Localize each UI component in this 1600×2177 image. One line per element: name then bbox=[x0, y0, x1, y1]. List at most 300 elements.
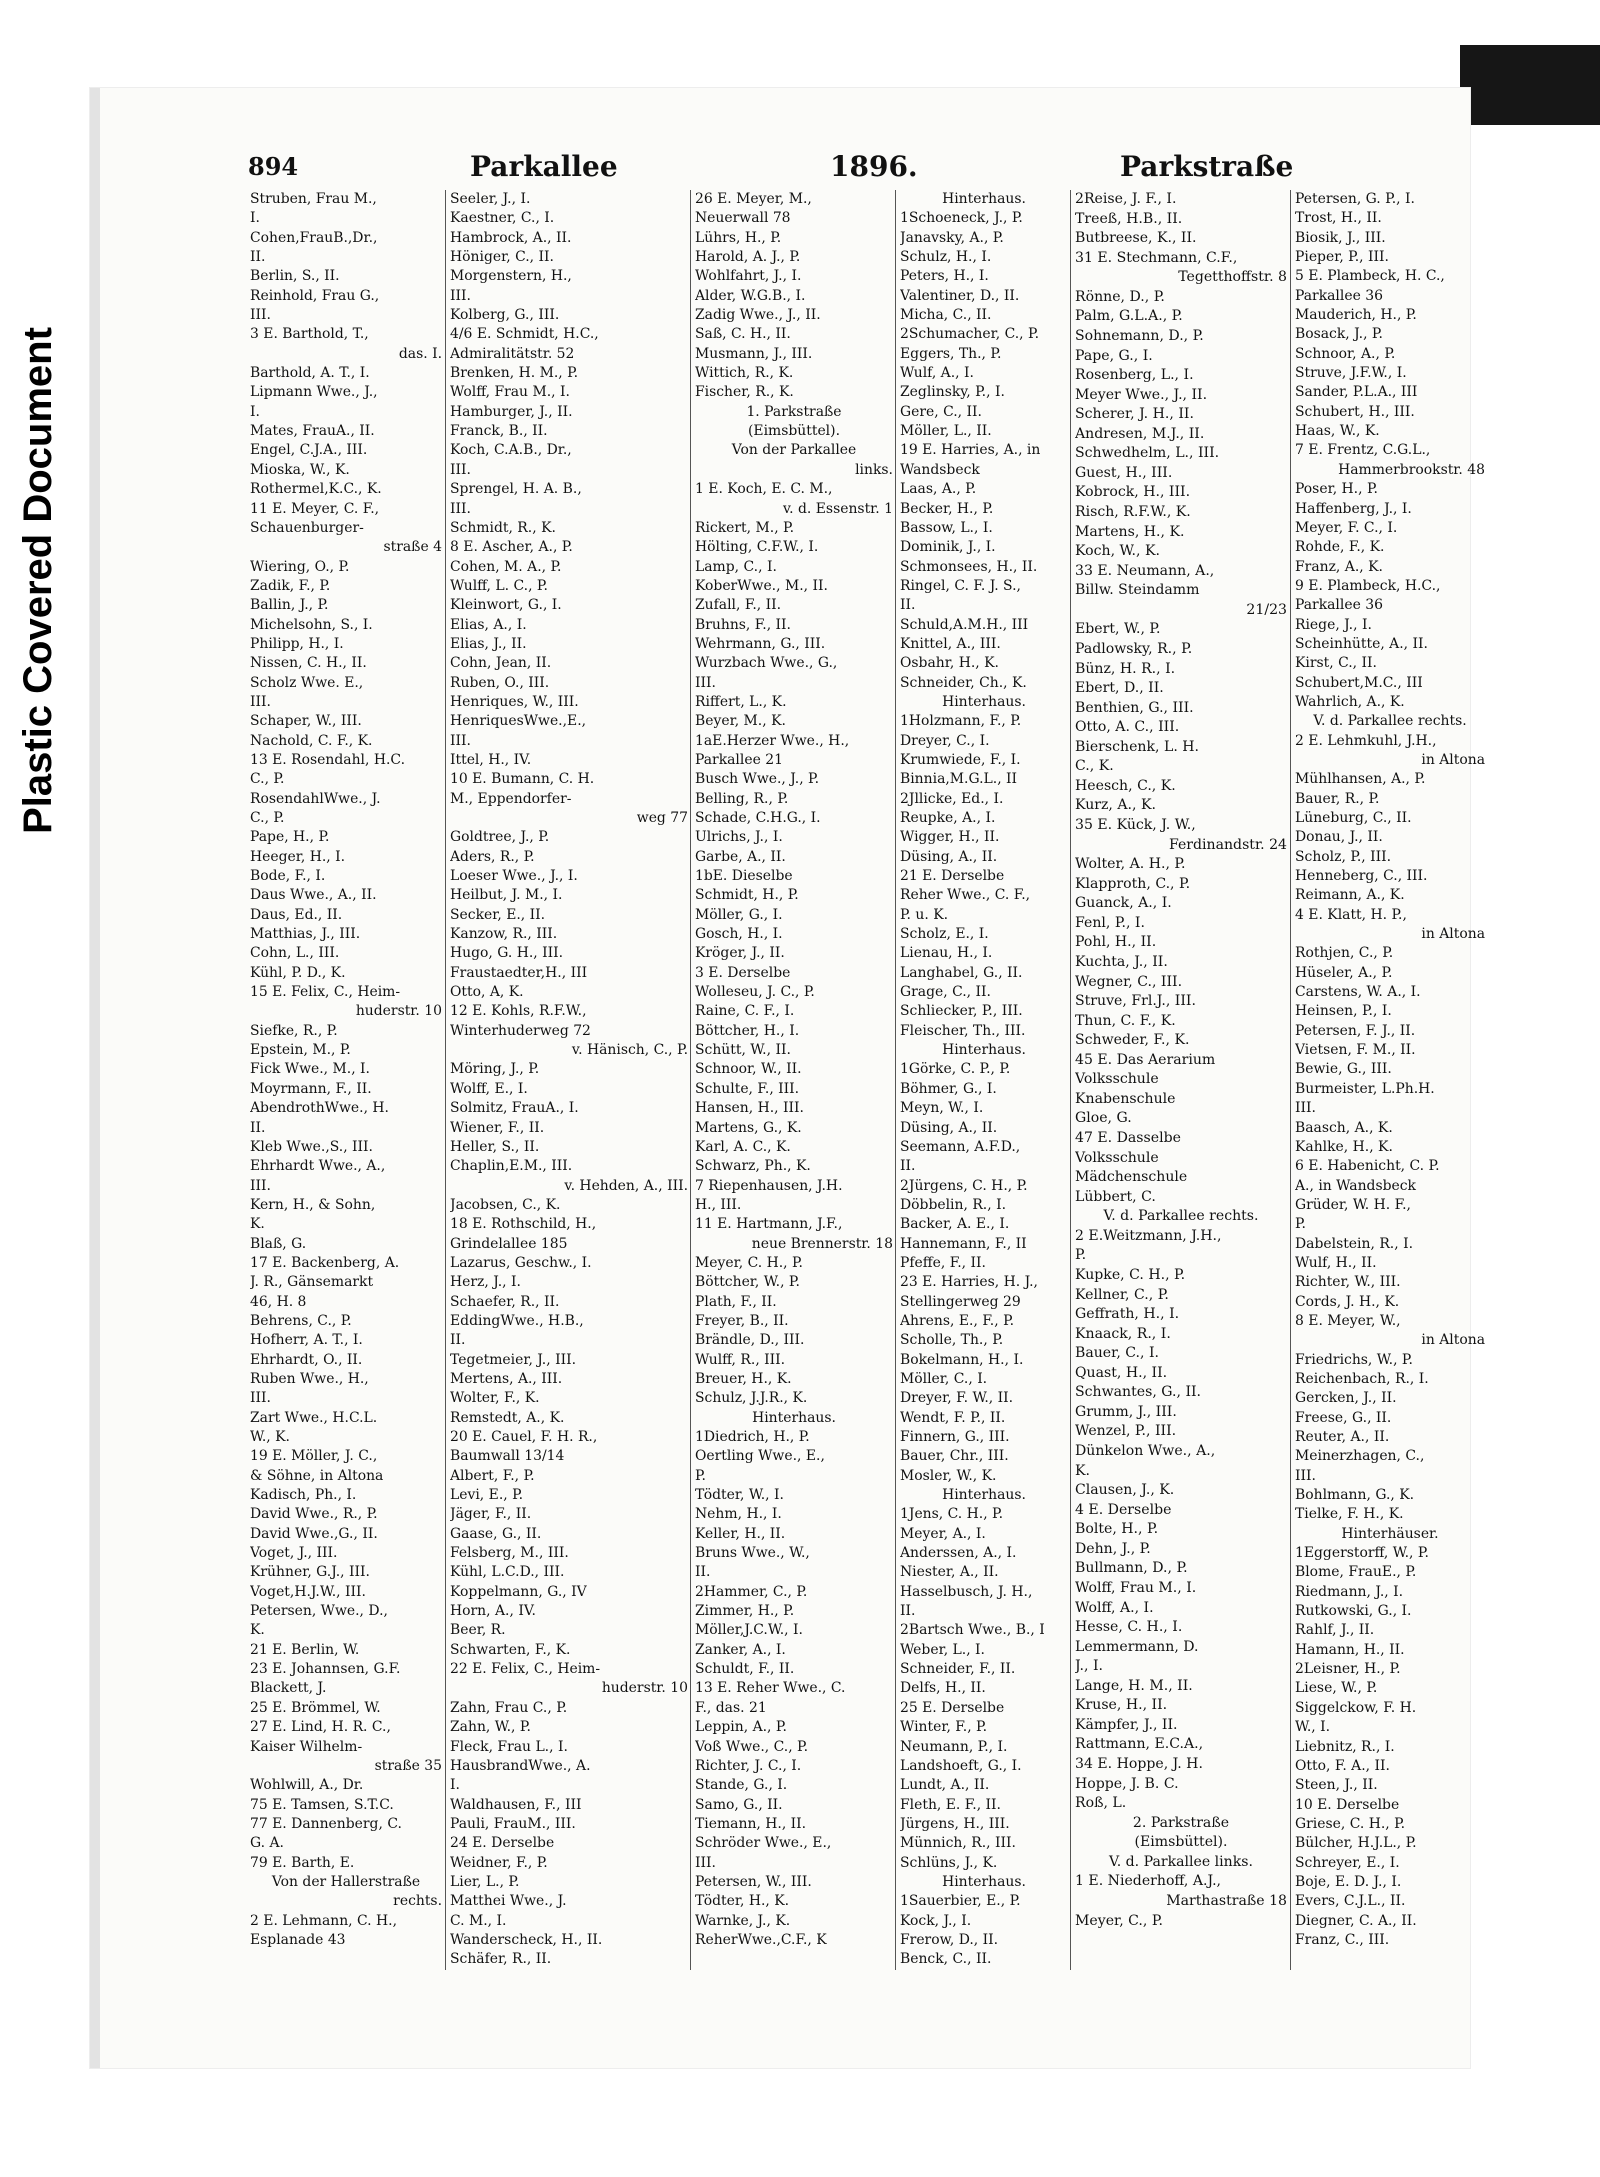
directory-line: C., P. bbox=[250, 771, 285, 788]
directory-line: Dreyer, F. W., II. bbox=[900, 1390, 1014, 1407]
directory-line: Weber, L., I. bbox=[900, 1641, 985, 1658]
directory-line: Kämpfer, J., II. bbox=[1075, 1716, 1178, 1733]
directory-line: Wiering, O., P. bbox=[250, 558, 350, 575]
directory-line: Bohlmann, G., K. bbox=[1295, 1487, 1415, 1504]
directory-line: 19 E. Möller, J. C., bbox=[250, 1448, 378, 1465]
directory-line: v. Hehden, A., III. bbox=[564, 1177, 688, 1194]
directory-line: 9 E. Plambeck, H.C., bbox=[1295, 577, 1441, 594]
directory-line: Esplanade 43 bbox=[250, 1931, 346, 1948]
directory-line: Tödter, W., I. bbox=[695, 1487, 784, 1504]
directory-line: Quast, H., II. bbox=[1075, 1364, 1168, 1381]
left-running-title: Parkallee bbox=[470, 150, 618, 183]
directory-line: Nehm, H., I. bbox=[695, 1506, 782, 1523]
directory-line: HenriquesWwe.,E., bbox=[450, 713, 587, 730]
directory-line: 11 E. Meyer, C. F., bbox=[250, 500, 380, 517]
directory-line: Rattmann, E.C.A., bbox=[1075, 1736, 1204, 1753]
directory-line: 79 E. Barth, E. bbox=[250, 1854, 355, 1871]
directory-line: Vietsen, F. M., II. bbox=[1295, 1042, 1416, 1059]
directory-line: Nachold, C. F., K. bbox=[250, 732, 373, 749]
directory-line: Geffrath, H., I. bbox=[1075, 1306, 1180, 1323]
directory-line: Wigger, H., II. bbox=[900, 829, 1000, 846]
directory-line: Bünz, H. R., I. bbox=[1075, 660, 1176, 677]
directory-line: Ferdinandstr. 24 bbox=[1168, 836, 1287, 853]
directory-line: Ehrhardt Wwe., A., bbox=[250, 1158, 386, 1175]
directory-line: Finnern, G., III. bbox=[900, 1429, 1010, 1445]
directory-line: Zufall, F., II. bbox=[695, 597, 782, 614]
directory-line: Otto, F. A., II. bbox=[1295, 1757, 1390, 1774]
directory-line: Lange, H. M., II. bbox=[1075, 1677, 1193, 1694]
directory-line: Jäger, F., II. bbox=[450, 1506, 532, 1523]
directory-line: Kirst, C., II. bbox=[1295, 655, 1377, 672]
directory-line: 23 E. Johannsen, G.F. bbox=[250, 1661, 401, 1678]
directory-line: 12 E. Kohls, R.F.W., bbox=[450, 1003, 587, 1020]
directory-line: Rohde, F., K. bbox=[1295, 539, 1385, 556]
directory-line: Treeß, H.B., II. bbox=[1075, 210, 1183, 227]
directory-line: Lipmann Wwe., J., bbox=[250, 384, 378, 401]
directory-line: Griese, C. H., P. bbox=[1295, 1815, 1406, 1832]
directory-line: Burmeister, L.Ph.H. bbox=[1295, 1080, 1435, 1097]
directory-line: Ebert, W., P. bbox=[1075, 621, 1161, 638]
directory-line: Baasch, A., K. bbox=[1295, 1119, 1393, 1136]
directory-line: P. bbox=[695, 1467, 706, 1484]
directory-line: Friedrichs, W., P. bbox=[1295, 1351, 1413, 1368]
directory-line: 2Reise, J. F., I. bbox=[1075, 191, 1177, 207]
directory-line: Mauderich, H., P. bbox=[1295, 307, 1417, 324]
directory-column-2 bbox=[450, 190, 688, 1970]
page-number: 894 bbox=[248, 152, 299, 181]
directory-line: Seemann, A.F.D., bbox=[900, 1138, 1021, 1155]
directory-line: Knaack, R., I. bbox=[1075, 1325, 1171, 1342]
directory-line: Scholz, P., III. bbox=[1295, 848, 1392, 865]
directory-line: Mioska, W., K. bbox=[250, 461, 350, 478]
directory-line: Gaase, G., II. bbox=[450, 1525, 542, 1542]
directory-line: Struben, Frau M., bbox=[250, 191, 377, 207]
directory-line: Gloe, G. bbox=[1075, 1110, 1132, 1127]
directory-line: Laas, A., P. bbox=[900, 481, 977, 498]
directory-line: III. bbox=[250, 693, 271, 710]
directory-line: Möller, L., II. bbox=[900, 423, 992, 440]
directory-line: Boje, E. D. J., I. bbox=[1295, 1873, 1402, 1890]
directory-line: Schwantes, G., II. bbox=[1075, 1384, 1202, 1401]
directory-line: Bruhns, F., II. bbox=[695, 616, 791, 633]
directory-line: Niester, A., II. bbox=[900, 1564, 999, 1581]
directory-line: Schubert,M.C., III bbox=[1295, 674, 1423, 691]
directory-line: Ruben, O., III. bbox=[450, 674, 550, 691]
directory-line: Martens, H., K. bbox=[1075, 523, 1185, 540]
directory-line: Frerow, D., II. bbox=[900, 1931, 999, 1948]
column-rule bbox=[445, 190, 446, 1970]
directory-line: Chaplin,E.M., III. bbox=[450, 1158, 573, 1175]
directory-line: Dabelstein, R., I. bbox=[1295, 1235, 1413, 1252]
directory-line: Tiemann, H., II. bbox=[695, 1815, 807, 1832]
directory-line: Hinterhaus. bbox=[942, 1042, 1026, 1059]
directory-line: Kleinwort, G., I. bbox=[450, 597, 562, 614]
directory-line: V. d. Parkallee rechts. bbox=[1103, 1208, 1259, 1225]
directory-line: Karl, A. C., K. bbox=[695, 1138, 791, 1155]
directory-line: Gere, C., II. bbox=[900, 403, 982, 420]
directory-line: Lüneburg, C., II. bbox=[1295, 810, 1412, 826]
directory-line: Hansen, H., III. bbox=[695, 1100, 804, 1117]
directory-line: Schnoor, W., II. bbox=[695, 1061, 802, 1078]
right-running-title: Parkstraße bbox=[1120, 150, 1294, 183]
directory-line: 6 E. Habenicht, C. P. bbox=[1295, 1158, 1440, 1175]
directory-line: Andresen, M.J., II. bbox=[1075, 425, 1205, 442]
directory-line: Böttcher, W., P. bbox=[695, 1274, 800, 1291]
directory-line: Liese, W., P. bbox=[1295, 1680, 1378, 1697]
directory-line: 10 E. Bumann, C. H. bbox=[450, 771, 595, 788]
directory-line: Dehn, J., P. bbox=[1075, 1540, 1151, 1557]
directory-line: 2Hammer, C., P. bbox=[695, 1583, 808, 1600]
directory-line: Billw. Steindamm bbox=[1075, 582, 1200, 599]
directory-line: Daus, Ed., II. bbox=[250, 906, 343, 923]
directory-line: II. bbox=[900, 1603, 916, 1620]
directory-line: Bierschenk, L. H. bbox=[1075, 738, 1200, 755]
column-rule bbox=[895, 190, 896, 1970]
directory-line: EddingWwe., H.B., bbox=[450, 1312, 584, 1329]
directory-line: III. bbox=[1295, 1467, 1316, 1484]
directory-line: Plath, F., II. bbox=[695, 1293, 777, 1310]
directory-line: Volksschule bbox=[1075, 1071, 1159, 1088]
directory-line: Nissen, C. H., II. bbox=[250, 655, 367, 672]
directory-line: Fick Wwe., M., I. bbox=[250, 1061, 370, 1078]
directory-line: Ahrens, E., F., P. bbox=[900, 1312, 1015, 1329]
directory-line: II. bbox=[250, 1119, 266, 1136]
directory-line: Knabenschule bbox=[1075, 1090, 1176, 1107]
directory-line: III. bbox=[450, 287, 471, 304]
directory-line: Secker, E., II. bbox=[450, 906, 546, 923]
directory-line: 2. Parkstraße bbox=[1132, 1814, 1230, 1831]
directory-line: G. A. bbox=[250, 1835, 284, 1852]
directory-line: Henriques, W., III. bbox=[450, 693, 579, 710]
directory-line: Pape, G., I. bbox=[1075, 347, 1153, 364]
directory-line: J., I. bbox=[1075, 1658, 1104, 1675]
directory-line: Micha, C., II. bbox=[900, 307, 992, 324]
directory-line: HausbrandWwe., A. bbox=[450, 1757, 591, 1774]
directory-line: Struve, Frl.J., III. bbox=[1075, 993, 1196, 1010]
directory-line: Wohlwill, A., Dr. bbox=[250, 1777, 364, 1794]
directory-line: & Söhne, in Altona bbox=[250, 1467, 384, 1484]
directory-line: Oertling Wwe., E., bbox=[695, 1448, 825, 1465]
directory-line: Morgenstern, H., bbox=[450, 268, 572, 285]
directory-line: Biosik, J., III. bbox=[1295, 229, 1386, 246]
directory-line: Bosack, J., P. bbox=[1295, 326, 1383, 343]
directory-line: Wulf, H., II. bbox=[1295, 1254, 1377, 1271]
directory-line: Riedmann, J., I. bbox=[1295, 1583, 1404, 1600]
directory-line: Schneider, Ch., K. bbox=[900, 674, 1027, 691]
directory-line: Waldhausen, F., III bbox=[450, 1796, 582, 1813]
directory-line: P. bbox=[1295, 1216, 1306, 1233]
directory-line: Höniger, C., II. bbox=[450, 249, 554, 266]
column-rule bbox=[1070, 190, 1071, 1970]
directory-line: Siggelckow, F. H. bbox=[1295, 1699, 1417, 1716]
directory-line: Schlüns, J., K. bbox=[900, 1854, 998, 1871]
directory-line: 5 E. Plambeck, H. C., bbox=[1295, 268, 1445, 285]
directory-line: Kanzow, R., III. bbox=[450, 926, 558, 943]
directory-line: Parkallee 36 bbox=[1295, 597, 1383, 614]
directory-line: Dreyer, C., I. bbox=[900, 732, 990, 749]
directory-line: Lemmermann, D. bbox=[1075, 1638, 1199, 1655]
directory-line: Hinterhaus. bbox=[942, 1487, 1026, 1504]
directory-line: Benthien, G., III. bbox=[1075, 699, 1194, 716]
directory-line: 2 E.Weitzmann, J.H., bbox=[1075, 1227, 1222, 1244]
directory-line: Wolff, A., I. bbox=[1075, 1599, 1154, 1616]
directory-line: Parkallee 21 bbox=[695, 751, 783, 768]
directory-line: Bokelmann, H., I. bbox=[900, 1351, 1024, 1368]
directory-line: Lübbert, C. bbox=[1075, 1188, 1156, 1205]
directory-line: 2Bartsch Wwe., B., I bbox=[900, 1622, 1045, 1639]
directory-line: Albert, F., P. bbox=[450, 1467, 535, 1484]
directory-line: Bauer, Chr., III. bbox=[900, 1448, 1009, 1465]
directory-line: 25 E. Derselbe bbox=[900, 1699, 1005, 1716]
directory-line: 77 E. Dannenberg, C. bbox=[250, 1815, 402, 1832]
directory-line: Thun, C. F., K. bbox=[1075, 1012, 1176, 1029]
directory-line: Heilbut, J. M., I. bbox=[450, 887, 563, 904]
directory-line: Zeglinsky, P., I. bbox=[900, 384, 1005, 401]
directory-line: Keller, H., II. bbox=[695, 1525, 786, 1542]
directory-line: 33 E. Neumann, A., bbox=[1075, 562, 1215, 579]
directory-line: Koppelmann, G., IV bbox=[450, 1583, 587, 1600]
column-rule bbox=[1290, 190, 1291, 1970]
directory-line: Bullmann, D., P. bbox=[1075, 1560, 1188, 1577]
directory-line: Krumwiede, F., I. bbox=[900, 751, 1021, 768]
directory-line: straße 35 bbox=[374, 1757, 442, 1774]
directory-line: Wahrlich, A., K. bbox=[1295, 693, 1405, 710]
directory-line: Beer, R. bbox=[450, 1622, 506, 1639]
directory-line: Hinterhäuser. bbox=[1341, 1525, 1439, 1542]
directory-line: Cohen, M. A., P. bbox=[450, 558, 562, 575]
directory-line: Bolte, H., P. bbox=[1075, 1521, 1159, 1538]
directory-line: Osbahr, H., K. bbox=[900, 655, 999, 672]
directory-line: Reuter, A., II. bbox=[1295, 1429, 1390, 1445]
directory-line: Winterhuderweg 72 bbox=[450, 1022, 591, 1039]
directory-line: Schade, C.H.G., I. bbox=[695, 810, 821, 826]
directory-line: Schmonsees, H., II. bbox=[900, 558, 1038, 575]
directory-line: Steen, J., II. bbox=[1295, 1777, 1378, 1794]
directory-line: Blaß, G. bbox=[250, 1235, 307, 1252]
directory-line: Levi, E., P. bbox=[450, 1487, 524, 1504]
directory-line: Bauer, C., I. bbox=[1075, 1345, 1160, 1362]
directory-line: links. bbox=[855, 461, 893, 478]
directory-line: AbendrothWwe., H. bbox=[250, 1100, 389, 1117]
directory-line: Scholz, E., I. bbox=[900, 926, 989, 943]
directory-line: II. bbox=[250, 249, 266, 266]
directory-line: Schuld,A.M.H., III bbox=[900, 616, 1029, 633]
directory-line: 23 E. Harries, H. J., bbox=[900, 1274, 1038, 1291]
directory-line: Kruse, H., II. bbox=[1075, 1697, 1168, 1714]
directory-line: Lamp, C., I. bbox=[695, 558, 777, 575]
directory-line: Wittich, R., K. bbox=[695, 365, 794, 382]
directory-line: Harold, A. J., P. bbox=[695, 249, 801, 266]
directory-line: weg 77 bbox=[636, 810, 688, 826]
directory-line: 10 E. Derselbe bbox=[1295, 1796, 1400, 1813]
directory-line: Benck, C., II. bbox=[900, 1951, 992, 1968]
directory-line: Hugo, G. H., III. bbox=[450, 945, 564, 962]
directory-line: Weidner, F., P. bbox=[450, 1854, 548, 1871]
directory-line: K. bbox=[1075, 1462, 1090, 1479]
directory-line: Heesch, C., K. bbox=[1075, 777, 1176, 794]
directory-line: V. d. Parkallee rechts. bbox=[1313, 713, 1467, 730]
directory-line: Neumann, P., I. bbox=[900, 1738, 1008, 1755]
directory-line: Janavsky, A., P. bbox=[900, 229, 1004, 246]
directory-line: Schuldt, F., II. bbox=[695, 1661, 795, 1678]
directory-line: Rosenberg, L., I. bbox=[1075, 367, 1194, 384]
directory-line: Fleck, Frau L., I. bbox=[450, 1738, 568, 1755]
directory-line: Schäfer, R., II. bbox=[450, 1951, 552, 1968]
directory-line: 35 E. Kück, J. W., bbox=[1075, 817, 1196, 833]
directory-line: III. bbox=[450, 500, 471, 517]
directory-line: 2Jürgens, C. H., P. bbox=[900, 1177, 1028, 1194]
directory-line: Lier, L., P. bbox=[450, 1873, 520, 1890]
directory-line: v. Hänisch, C., P. bbox=[571, 1042, 688, 1059]
directory-line: V. d. Parkallee links. bbox=[1109, 1853, 1253, 1870]
directory-line: Franck, B., II. bbox=[450, 423, 548, 440]
directory-line: Zart Wwe., H.C.L. bbox=[250, 1409, 378, 1426]
directory-line: Meyer, F. C., I. bbox=[1295, 519, 1398, 536]
directory-line: Michelsohn, S., I. bbox=[250, 616, 373, 633]
directory-line: Eggers, Th., P. bbox=[900, 345, 1002, 362]
directory-line: Scholz Wwe. E., bbox=[250, 674, 364, 691]
directory-line: Bülcher, H.J.L., P. bbox=[1295, 1835, 1417, 1852]
directory-line: 24 E. Derselbe bbox=[450, 1835, 555, 1852]
directory-line: Liebnitz, R., I. bbox=[1295, 1738, 1395, 1755]
directory-line: Stellingerweg 29 bbox=[900, 1293, 1021, 1310]
directory-line: Dünkelon Wwe., A., bbox=[1075, 1443, 1216, 1459]
directory-line: Ehrhardt, O., II. bbox=[250, 1351, 363, 1368]
directory-line: Möller, G., I. bbox=[695, 906, 783, 923]
directory-line: 1Eggerstorff, W., P. bbox=[1295, 1545, 1429, 1562]
directory-line: Hinterhaus. bbox=[942, 693, 1026, 710]
directory-line: Schneider, F., II. bbox=[900, 1661, 1016, 1678]
directory-line: Franz, A., K. bbox=[1295, 558, 1383, 575]
directory-line: Blome, FrauE., P. bbox=[1295, 1564, 1417, 1581]
directory-line: Riege, J., I. bbox=[1295, 616, 1372, 633]
directory-line: 11 E. Hartmann, J.F., bbox=[695, 1216, 843, 1233]
directory-line: Tödter, H., K. bbox=[695, 1893, 790, 1910]
directory-line: Aders, R., P. bbox=[450, 848, 535, 865]
directory-line: Franz, C., III. bbox=[1295, 1931, 1390, 1948]
directory-line: Petersen, W., III. bbox=[695, 1873, 812, 1890]
directory-line: 7 Riepenhausen, J.H. bbox=[695, 1177, 843, 1194]
directory-line: 13 E. Rosendahl, H.C. bbox=[250, 751, 405, 768]
directory-line: C., P. bbox=[250, 810, 285, 826]
directory-line: Rothjen, C., P. bbox=[1295, 945, 1394, 962]
directory-line: Kellner, C., P. bbox=[1075, 1286, 1169, 1303]
directory-line: Elias, J., II. bbox=[450, 635, 527, 652]
directory-line: Breuer, H., K. bbox=[695, 1370, 792, 1387]
document-side-label: Plastic Covered Document bbox=[15, 326, 60, 834]
directory-line: C., K. bbox=[1075, 758, 1114, 775]
directory-line: Kobrock, H., III. bbox=[1075, 484, 1191, 501]
directory-line: Lührs, H., P. bbox=[695, 229, 782, 246]
directory-line: 4/6 E. Schmidt, H.C., bbox=[450, 326, 599, 343]
directory-line: Otto, A, K. bbox=[450, 984, 524, 1001]
directory-line: Hüseler, A., P. bbox=[1295, 964, 1393, 981]
directory-line: Winter, F., P. bbox=[900, 1719, 988, 1736]
directory-line: 1Sauerbier, E., P. bbox=[900, 1893, 1021, 1910]
directory-line: Rutkowski, G., I. bbox=[1295, 1603, 1412, 1620]
directory-line: Wolff, Frau M., I. bbox=[450, 384, 570, 401]
directory-line: Volksschule bbox=[1075, 1149, 1159, 1166]
directory-column-3 bbox=[695, 190, 893, 1970]
directory-line: Bewie, G., III. bbox=[1295, 1061, 1392, 1078]
directory-line: II. bbox=[900, 597, 916, 614]
directory-line: 2 E. Lehmann, C. H., bbox=[250, 1912, 398, 1929]
directory-line: Petersen, Wwe., D., bbox=[250, 1603, 388, 1620]
directory-line: Ebert, D., II. bbox=[1075, 680, 1164, 697]
directory-line: Busch Wwe., J., P. bbox=[695, 771, 820, 788]
directory-line: Döbbelin, R., I. bbox=[900, 1196, 1007, 1213]
directory-line: Koch, C.A.B., Dr., bbox=[450, 442, 572, 459]
directory-line: Schubert, H., III. bbox=[1295, 403, 1415, 420]
directory-line: K. bbox=[250, 1622, 265, 1639]
directory-line: Poser, H., P. bbox=[1295, 481, 1378, 498]
directory-line: III. bbox=[250, 1390, 271, 1407]
directory-line: 15 E. Felix, C., Heim- bbox=[250, 984, 401, 1001]
directory-line: 1Holzmann, F., P. bbox=[900, 713, 1022, 730]
directory-line: Warnke, J., K. bbox=[695, 1912, 791, 1929]
directory-line: Rahlf, J., II. bbox=[1295, 1622, 1375, 1639]
directory-line: Fleischer, Th., III. bbox=[900, 1022, 1026, 1039]
directory-line: Barthold, A. T., I. bbox=[250, 365, 370, 382]
directory-line: huderstr. 10 bbox=[355, 1003, 442, 1020]
directory-line: Valentiner, D., II. bbox=[900, 287, 1020, 304]
directory-line: Reichenbach, R., I. bbox=[1295, 1370, 1429, 1387]
directory-line: Cohn, Jean, II. bbox=[450, 655, 552, 672]
directory-line: Wolff, E., I. bbox=[450, 1080, 528, 1097]
directory-line: Grindelallee 185 bbox=[450, 1235, 568, 1252]
directory-line: Fraustaedter,H., III bbox=[450, 964, 588, 981]
directory-line: Scheinhütte, A., II. bbox=[1295, 635, 1428, 652]
directory-line: neue Brennerstr. 18 bbox=[751, 1235, 893, 1252]
directory-line: F., das. 21 bbox=[695, 1699, 767, 1716]
directory-line: Landshoeft, G., I. bbox=[900, 1757, 1022, 1774]
directory-line: Wolleseu, J. C., P. bbox=[695, 984, 815, 1001]
directory-line: Voget,H.J.W., III. bbox=[250, 1583, 366, 1600]
directory-line: Mädchenschule bbox=[1075, 1169, 1188, 1186]
directory-line: RosendahlWwe., J. bbox=[250, 790, 381, 807]
directory-line: Heinsen, P., I. bbox=[1295, 1003, 1392, 1020]
directory-line: Voget, J., III. bbox=[250, 1545, 338, 1562]
directory-line: Kolberg, G., III. bbox=[450, 307, 560, 324]
directory-line: 21/23 bbox=[1246, 601, 1287, 618]
directory-line: Schwedhelm, L., III. bbox=[1075, 445, 1220, 462]
directory-line: Wolter, F., K. bbox=[450, 1390, 540, 1407]
directory-line: Martens, G., K. bbox=[695, 1119, 802, 1136]
directory-line: Bassow, L., I. bbox=[900, 519, 993, 536]
directory-line: Schmidt, R., K. bbox=[450, 519, 556, 536]
directory-line: Richter, W., III. bbox=[1295, 1274, 1401, 1291]
directory-line: Evers, C.J.L., II. bbox=[1295, 1893, 1406, 1910]
directory-line: Fenl, P., I. bbox=[1075, 914, 1145, 931]
directory-line: Scholle, Th., P. bbox=[900, 1332, 1004, 1349]
directory-line: Saß, C. H., II. bbox=[695, 326, 791, 343]
directory-line: A., in Wandsbeck bbox=[1295, 1177, 1416, 1194]
directory-line: Hasselbusch, J. H., bbox=[900, 1583, 1033, 1600]
directory-line: Hoppe, J. B. C. bbox=[1075, 1775, 1179, 1792]
directory-line: Zanker, A., I. bbox=[695, 1641, 786, 1658]
directory-line: Richter, J. C., I. bbox=[695, 1757, 802, 1774]
directory-line: I. bbox=[250, 210, 260, 227]
directory-line: Samo, G., II. bbox=[695, 1796, 783, 1813]
directory-line: Cohn, L., III. bbox=[250, 945, 340, 962]
year-heading: 1896. bbox=[830, 150, 918, 183]
directory-line: Haffenberg, J., I. bbox=[1295, 500, 1412, 517]
directory-line: Meyn, W., I. bbox=[900, 1100, 984, 1117]
directory-line: Wulf, A., I. bbox=[900, 365, 974, 382]
directory-line: Carstens, W. A., I. bbox=[1295, 984, 1421, 1001]
directory-line: in Altona bbox=[1421, 1332, 1485, 1349]
directory-line: 19 E. Harries, A., in bbox=[900, 442, 1041, 459]
